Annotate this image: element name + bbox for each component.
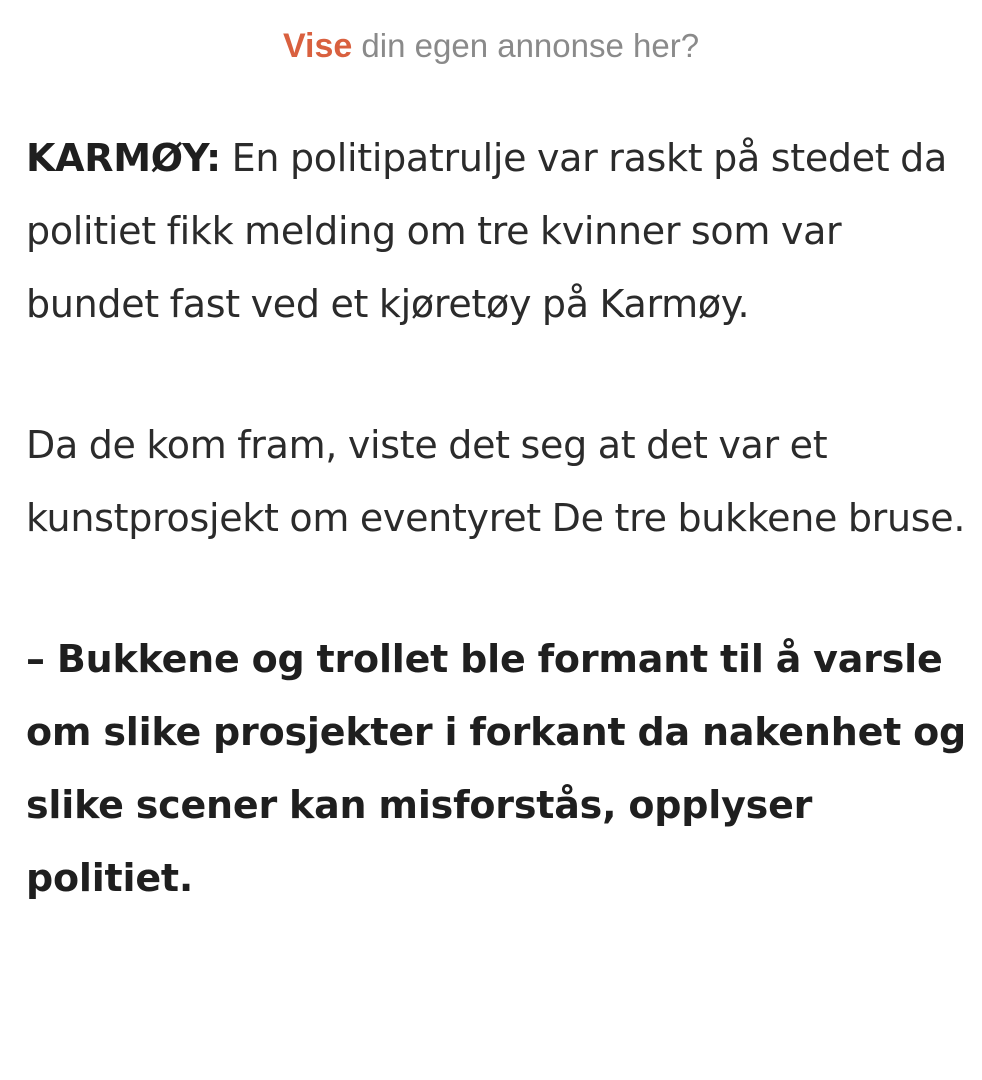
article-body xyxy=(26,122,970,915)
dateline: KARMØY: xyxy=(26,136,221,180)
ad-promo-line xyxy=(0,24,982,68)
body-paragraph: Da de kom fram, viste det seg at det var et kunstprosjekt om eventyret De tre bukkene bruse. xyxy=(26,423,966,540)
lead-paragraph xyxy=(26,122,970,341)
police-quote: – Bukkene og trollet ble formant til å varsle om slike prosjekter i forkant da nakenhet og slike scener kan misforstås, opplyser politiet. xyxy=(26,637,967,900)
lead-text: En politipatrulje var raskt på stedet da politiet fikk melding om tre kvinner som var bundet fast ved et kjøretøy på Karmøy. xyxy=(26,136,947,326)
ad-promo-text: din egen annonse her? xyxy=(352,27,700,64)
ad-promo-link[interactable]: Vise xyxy=(282,27,353,65)
